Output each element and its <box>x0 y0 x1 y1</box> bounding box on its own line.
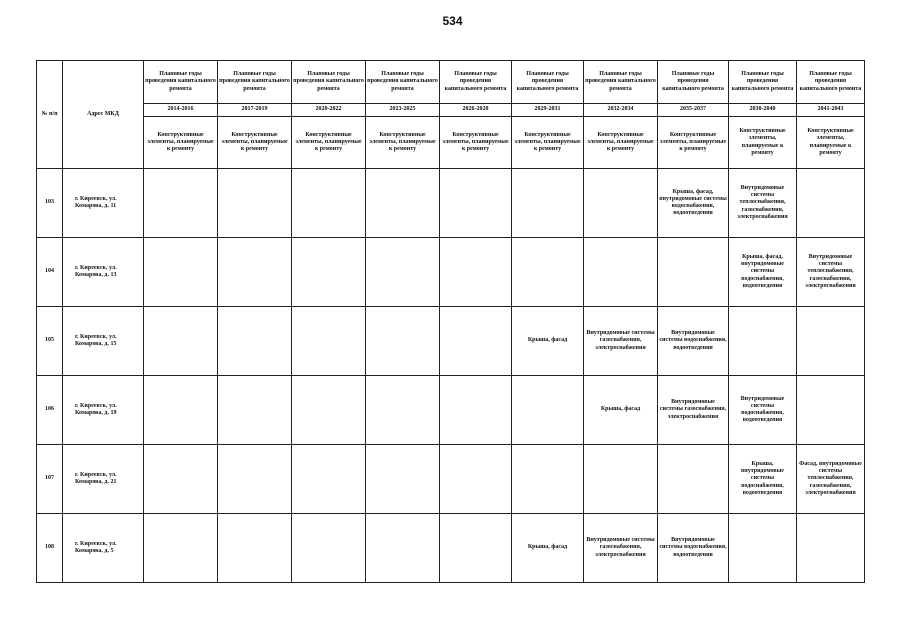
repair-cell <box>218 514 292 583</box>
table-row <box>37 376 865 445</box>
repair-cell <box>658 238 729 307</box>
repair-cell <box>729 514 797 583</box>
repair-cell: Внутридомовые системы водоснабжения, водоотведения <box>729 376 797 445</box>
row-address: г. Киреевск, ул. Комарова, д. 11 <box>63 169 144 238</box>
col-header-planned: Плановые годы проведения капитального ремонта <box>729 61 797 104</box>
row-number: 104 <box>37 238 63 307</box>
table-row <box>37 169 865 238</box>
col-header-planned: Плановые годы проведения капитального ремонта <box>144 61 218 104</box>
col-header-elements: Конструктивные элементы, планируемые к ремонту <box>218 117 292 169</box>
repair-cell <box>440 307 512 376</box>
repair-cell <box>144 445 218 514</box>
repair-cell <box>292 307 366 376</box>
row-number: 107 <box>37 445 63 514</box>
repair-cell <box>440 169 512 238</box>
table-row <box>37 445 865 514</box>
repair-cell <box>584 238 658 307</box>
col-header-planned: Плановые годы проведения капитального ремонта <box>584 61 658 104</box>
col-header-years: 2014-2016 <box>144 104 218 117</box>
repair-cell <box>512 376 584 445</box>
repair-cell <box>292 445 366 514</box>
row-address: г. Киреевск, ул. Комарова, д. 19 <box>63 376 144 445</box>
col-header-elements: Конструктивные элементы, планируемые к ремонту <box>292 117 366 169</box>
repair-cell <box>440 445 512 514</box>
repair-cell: Внутридомовые системы газоснабжения, электроснабжения <box>658 376 729 445</box>
row-number: 103 <box>37 169 63 238</box>
repair-cell <box>292 376 366 445</box>
row-address: г. Киреевск, ул. Комарова, д. 21 <box>63 445 144 514</box>
repair-cell <box>218 238 292 307</box>
col-header-elements: Конструктивные элементы, планируемые к ремонту <box>729 117 797 169</box>
repair-cell <box>797 376 865 445</box>
repair-cell <box>658 445 729 514</box>
repair-cell <box>366 238 440 307</box>
repair-cell: Крыша, фасад, внутридомовые системы водоснабжения, водоотведения <box>658 169 729 238</box>
col-header-num: № п/п <box>37 61 63 169</box>
repair-cell <box>292 238 366 307</box>
repair-cell: Внутридомовые системы теплоснабжения, газоснабжения, электроснабжения <box>797 238 865 307</box>
repair-cell <box>584 445 658 514</box>
repair-cell <box>729 307 797 376</box>
col-header-elements: Конструктивные элементы, планируемые к ремонту <box>797 117 865 169</box>
col-header-elements: Конструктивные элементы, планируемые к ремонту <box>366 117 440 169</box>
col-header-years: 2026-2028 <box>440 104 512 117</box>
repair-cell <box>144 307 218 376</box>
repair-cell <box>366 307 440 376</box>
repair-cell: Крыша, фасад, внутридомовые системы водоснабжения, водоотведения <box>729 238 797 307</box>
col-header-planned: Плановые годы проведения капитального ремонта <box>797 61 865 104</box>
page-number: 534 <box>442 14 463 28</box>
row-number: 108 <box>37 514 63 583</box>
repair-cell: Внутридомовые системы теплоснабжения, газоснабжения, электроснабжения <box>729 169 797 238</box>
col-header-address: Адрес МКД <box>63 61 144 169</box>
repair-cell: Крыша, фасад <box>584 376 658 445</box>
table-row <box>37 514 865 583</box>
col-header-years: 2038-2040 <box>729 104 797 117</box>
col-header-planned: Плановые годы проведения капитального ремонта <box>366 61 440 104</box>
table-row <box>37 238 865 307</box>
col-header-years: 2029-2031 <box>512 104 584 117</box>
repair-cell <box>366 514 440 583</box>
repair-cell <box>218 445 292 514</box>
row-number: 106 <box>37 376 63 445</box>
repair-cell <box>512 445 584 514</box>
row-address: г. Киреевск, ул. Комарова, д. 15 <box>63 307 144 376</box>
repair-cell <box>218 376 292 445</box>
col-header-years: 2035-2037 <box>658 104 729 117</box>
col-header-years: 2041-2043 <box>797 104 865 117</box>
repair-cell: Внутридомовые системы водоснабжения, водоотведения <box>658 514 729 583</box>
col-header-years: 2017-2019 <box>218 104 292 117</box>
row-address: г. Киреевск, ул. Комарова, д. 13 <box>63 238 144 307</box>
col-header-planned: Плановые годы проведения капитального ремонта <box>292 61 366 104</box>
repair-cell <box>797 169 865 238</box>
col-header-planned: Плановые годы проведения капитального ремонта <box>440 61 512 104</box>
col-header-elements: Конструктивные элементы, планируемые к ремонту <box>440 117 512 169</box>
repair-cell <box>144 169 218 238</box>
col-header-elements: Конструктивные элементы, планируемые к ремонту <box>512 117 584 169</box>
repair-schedule-table <box>36 60 865 583</box>
repair-cell <box>144 376 218 445</box>
repair-cell <box>144 514 218 583</box>
repair-cell <box>440 238 512 307</box>
repair-cell <box>512 169 584 238</box>
col-header-elements: Конструктивные элементы, планируемые к ремонту <box>658 117 729 169</box>
col-header-elements: Конструктивные элементы, планируемые к ремонту <box>584 117 658 169</box>
repair-cell: Крыша, внутридомовые системы водоснабжения, водоотведения <box>729 445 797 514</box>
repair-cell <box>797 307 865 376</box>
repair-cell <box>218 307 292 376</box>
repair-cell <box>144 238 218 307</box>
repair-cell <box>512 238 584 307</box>
col-header-elements: Конструктивные элементы, планируемые к ремонту <box>144 117 218 169</box>
repair-cell <box>584 169 658 238</box>
repair-cell: Внутридомовые системы газоснабжения, электроснабжения <box>584 307 658 376</box>
col-header-years: 2023-2025 <box>366 104 440 117</box>
repair-cell <box>366 376 440 445</box>
row-number: 105 <box>37 307 63 376</box>
repair-cell: Крыша, фасад <box>512 514 584 583</box>
repair-cell <box>797 514 865 583</box>
col-header-planned: Плановые годы проведения капитального ремонта <box>512 61 584 104</box>
table-row <box>37 307 865 376</box>
col-header-years: 2020-2022 <box>292 104 366 117</box>
repair-cell <box>292 169 366 238</box>
repair-cell: Крыша, фасад <box>512 307 584 376</box>
repair-cell <box>366 445 440 514</box>
repair-cell <box>292 514 366 583</box>
repair-cell <box>440 376 512 445</box>
repair-cell: Внутридомовые системы водоснабжения, водоотведения <box>658 307 729 376</box>
repair-cell: Внутридомовые системы газоснабжения, электроснабжения <box>584 514 658 583</box>
col-header-planned: Плановые годы проведения капитального ремонта <box>218 61 292 104</box>
repair-cell: Фасад, внутридомовые системы теплоснабжения, газоснабжения, электроснабжения <box>797 445 865 514</box>
col-header-planned: Плановые годы проведения капитального ремонта <box>658 61 729 104</box>
repair-cell <box>218 169 292 238</box>
repair-cell <box>440 514 512 583</box>
repair-cell <box>366 169 440 238</box>
col-header-years: 2032-2034 <box>584 104 658 117</box>
row-address: г. Киреевск, ул. Комарова, д. 5 <box>63 514 144 583</box>
